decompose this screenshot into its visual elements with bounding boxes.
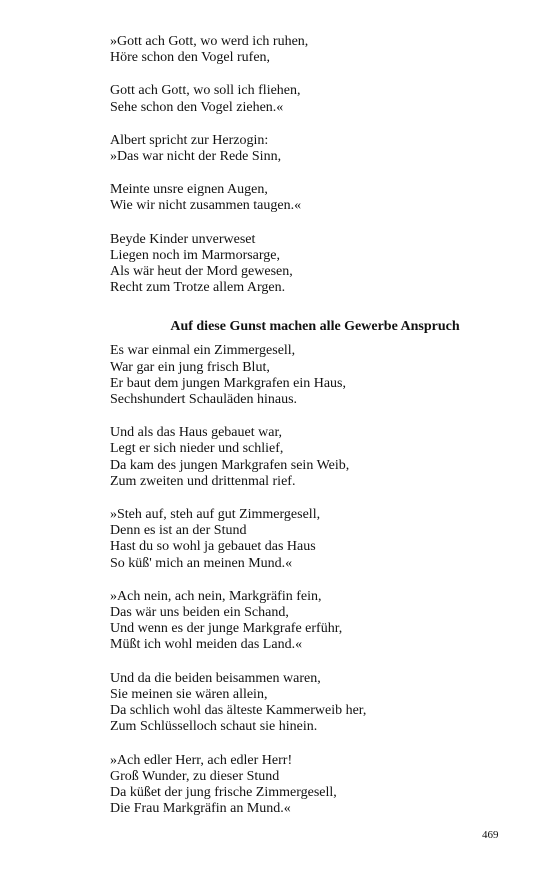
stanza (110, 343, 530, 408)
verse-line: Sie meinen sie wären allein, (110, 686, 268, 702)
stanza (110, 589, 530, 654)
stanza (110, 507, 530, 572)
verse-line: Sehe schon den Vogel ziehen.« (110, 99, 284, 115)
verse-line: Beyde Kinder unverweset (110, 231, 256, 247)
verse-line: Als wär heut der Mord gewesen, (110, 264, 293, 280)
verse-line: Hast du so wohl ja gebauet das Haus (110, 539, 316, 555)
verse-line: Und als das Haus gebauet war, (110, 425, 283, 441)
poem-text (110, 34, 530, 834)
poem-part-1 (110, 34, 530, 296)
verse-line: »Steh auf, steh auf gut Zimmergesell, (110, 507, 321, 523)
verse-line: Er baut dem jungen Markgrafen ein Haus, (110, 375, 346, 391)
verse-line: Albert spricht zur Herzogin: (110, 132, 269, 148)
verse-line: Und wenn es der junge Markgrafe erführ, (110, 621, 343, 637)
verse-line: Groß Wunder, zu dieser Stund (110, 768, 280, 784)
stanza (110, 671, 530, 736)
verse-line: War gar ein jung frisch Blut, (110, 359, 270, 375)
verse-line: Liegen noch im Marmorsarge, (110, 247, 281, 263)
verse-line: Da kam des jungen Markgrafen sein Weib, (110, 457, 350, 473)
stanza (110, 34, 530, 66)
stanza (110, 133, 530, 165)
verse-line: »Gott ach Gott, wo werd ich ruhen, (110, 34, 309, 49)
verse-line: Da küßet der jung frische Zimmergesell, (110, 784, 337, 800)
verse-line: Sechshundert Schauläden hinaus. (110, 392, 298, 408)
verse-line: »Ach nein, ach nein, Markgräfin fein, (110, 588, 322, 604)
verse-line: Gott ach Gott, wo soll ich fliehen, (110, 83, 301, 99)
verse-line: Es war einmal ein Zimmergesell, (110, 343, 296, 359)
verse-line: Recht zum Trotze allem Argen. (110, 280, 286, 296)
verse-line: Legt er sich nieder und schlief, (110, 441, 284, 457)
verse-line: Meinte unsre eignen Augen, (110, 182, 268, 198)
page-number: 469 (482, 829, 499, 841)
stanza (110, 83, 530, 115)
verse-line: So küß' mich an meinen Mund.« (110, 555, 293, 571)
poem-title: Auf diese Gunst machen alle Gewerbe Anspruch (170, 319, 460, 335)
verse-line: Und da die beiden beisammen waren, (110, 670, 321, 686)
verse-line: »Das war nicht der Rede Sinn, (110, 149, 282, 165)
stanza (110, 425, 530, 490)
verse-line: Das wär uns beiden ein Schand, (110, 605, 289, 621)
verse-line: Müßt ich wohl meiden das Land.« (110, 637, 303, 653)
poem-part-2 (110, 343, 530, 817)
stanza (110, 182, 530, 214)
verse-line: Zum Schlüsselloch schaut sie hinein. (110, 719, 318, 735)
verse-line: Denn es ist an der Stund (110, 523, 247, 539)
verse-line: Höre schon den Vogel rufen, (110, 50, 271, 66)
verse-line: Die Frau Markgräfin an Mund.« (110, 801, 291, 817)
verse-line: Da schlich wohl das älteste Kammerweib her, (110, 703, 367, 719)
verse-line: Zum zweiten und drittenmal rief. (110, 473, 296, 489)
verse-line: Wie wir nicht zusammen taugen.« (110, 198, 302, 214)
stanza (110, 232, 530, 297)
verse-line: »Ach edler Herr, ach edler Herr! (110, 752, 293, 768)
stanza (110, 753, 530, 818)
